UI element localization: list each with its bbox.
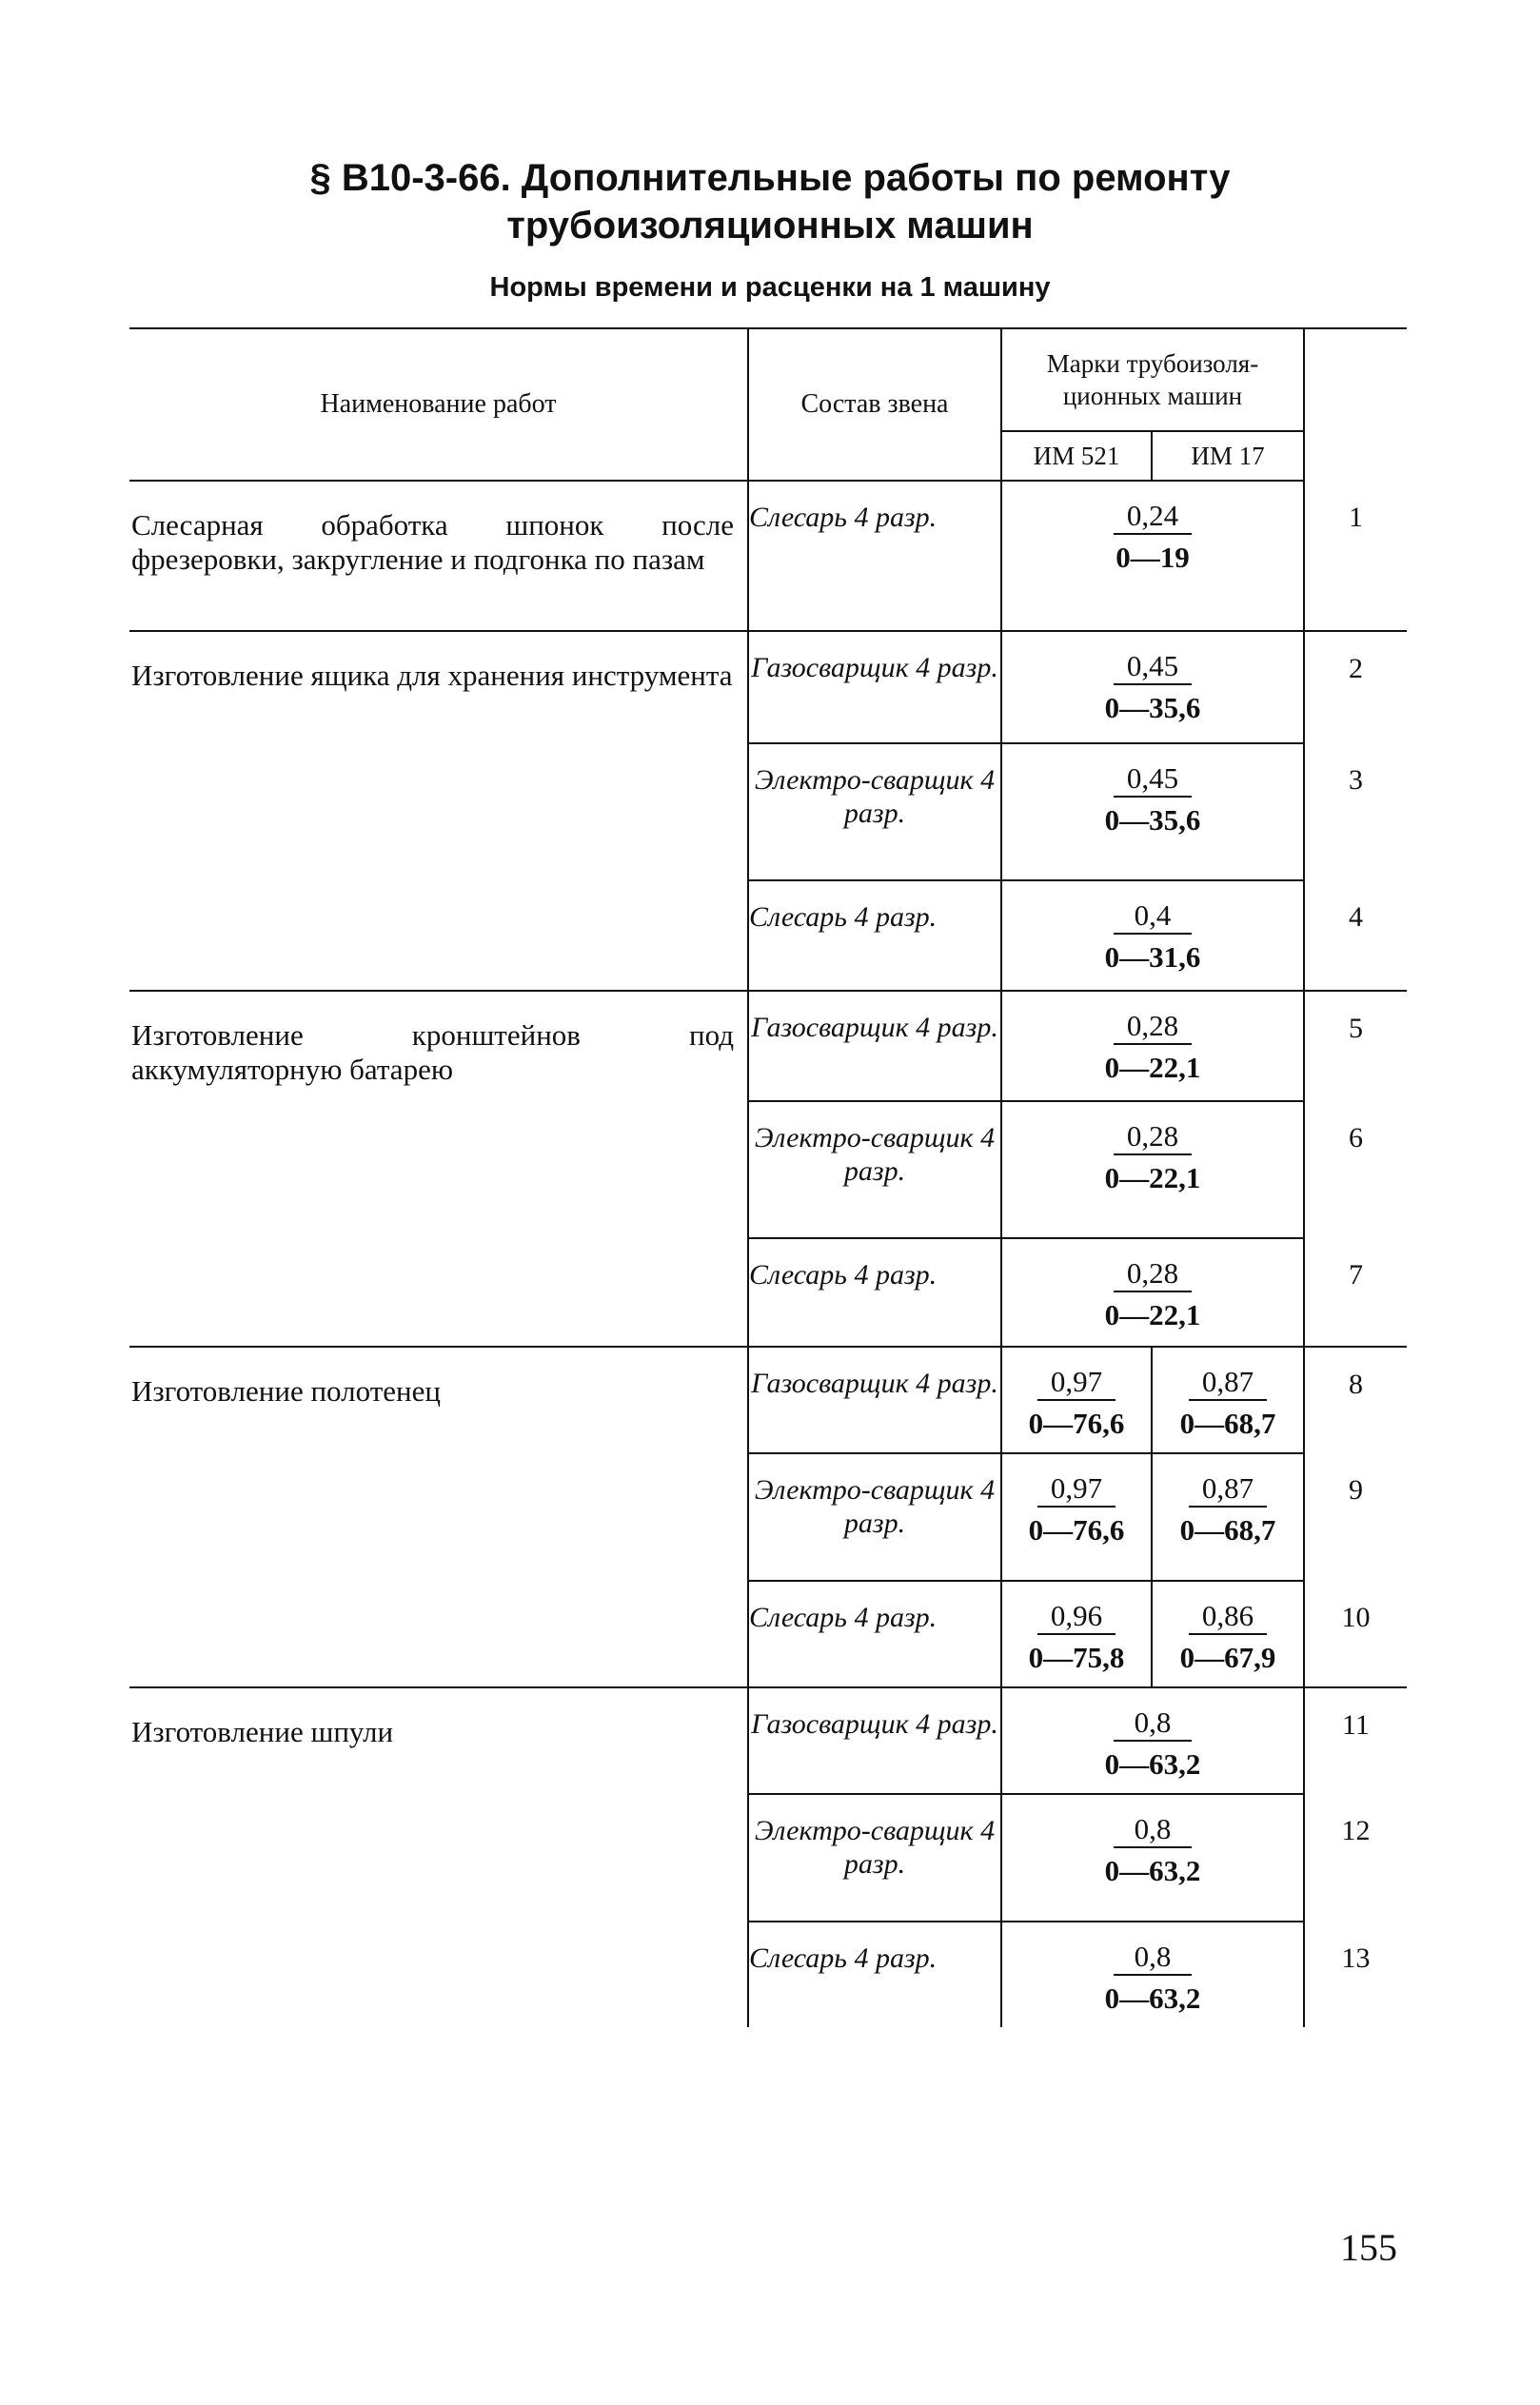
norm-rate-fraction: [1029, 1599, 1125, 1677]
norm-value: 0,8: [1114, 1812, 1192, 1848]
norm-cell-im521: [1001, 1453, 1152, 1581]
norm-value: 0,97: [1037, 1365, 1116, 1401]
norm-cell: [1001, 1794, 1304, 1922]
norm-cell: [1001, 631, 1304, 743]
table-row: [129, 1687, 1407, 1794]
rate-value: 0—63,2: [1104, 1981, 1201, 2015]
rate-value: 0—75,8: [1028, 1641, 1125, 1674]
crew-cell: Электро-сварщик 4 разр.: [748, 1101, 1001, 1238]
norm-cell-im521: [1001, 1347, 1152, 1453]
rate-value: 0—63,2: [1104, 1854, 1201, 1887]
crew-cell: Слесарь 4 разр.: [748, 880, 1001, 991]
header-machines-label: Марки трубоизоля-ционных машин: [1046, 349, 1259, 410]
rate-value: 0—22,1: [1104, 1051, 1201, 1084]
rate-value: 0—68,7: [1179, 1407, 1276, 1440]
norm-cell: [1001, 481, 1304, 631]
norm-rate-fraction: [1180, 1471, 1276, 1549]
row-number: 1: [1304, 481, 1407, 631]
header-work-name: Наименование работ: [129, 328, 748, 481]
norm-rate-fraction: [1105, 1812, 1201, 1890]
norm-cell: [1001, 1687, 1304, 1794]
norm-cell-im17: [1152, 1347, 1304, 1453]
rate-value: 0—76,6: [1028, 1513, 1125, 1547]
row-number: 6: [1304, 1101, 1407, 1238]
header-machines: [1001, 328, 1304, 431]
crew-cell: Слесарь 4 разр.: [748, 1922, 1001, 2027]
norm-cell-im521: [1001, 1581, 1152, 1687]
row-number: 10: [1304, 1581, 1407, 1687]
crew-cell: Газосварщик 4 разр.: [748, 1687, 1001, 1794]
rate-value: 0—19: [1116, 541, 1190, 574]
norm-rate-fraction: [1029, 1471, 1125, 1549]
crew-cell: Электро-сварщик 4 разр.: [748, 743, 1001, 880]
page-number: 155: [1340, 2226, 1397, 2269]
row-number: 7: [1304, 1238, 1407, 1347]
row-number: 12: [1304, 1794, 1407, 1922]
norms-table: [129, 327, 1407, 2027]
norm-rate-fraction: [1114, 499, 1192, 577]
header-machine-im521: ИМ 521: [1001, 431, 1152, 481]
rate-value: 0—67,9: [1179, 1641, 1276, 1674]
row-number: 11: [1304, 1687, 1407, 1794]
norm-cell: [1001, 1922, 1304, 2027]
header-machine-im17: ИМ 17: [1152, 431, 1304, 481]
rate-value: 0—35,6: [1104, 691, 1201, 724]
row-number: 2: [1304, 631, 1407, 743]
norm-cell-im17: [1152, 1581, 1304, 1687]
norm-value: 0,86: [1189, 1599, 1267, 1635]
norm-value: 0,45: [1114, 761, 1192, 798]
norm-value: 0,97: [1037, 1471, 1116, 1508]
norm-rate-fraction: [1180, 1599, 1276, 1677]
rate-value: 0—35,6: [1104, 803, 1201, 837]
crew-cell: Газосварщик 4 разр.: [748, 1347, 1001, 1453]
table-row: [129, 481, 1407, 631]
norm-rate-fraction: [1105, 649, 1201, 727]
norm-cell: [1001, 743, 1304, 880]
crew-cell: Слесарь 4 разр.: [748, 481, 1001, 631]
table-row: [129, 631, 1407, 743]
norm-value: 0,24: [1114, 499, 1192, 535]
section-title-line-1: § В10-3-66. Дополнительные работы по ремонту: [309, 157, 1231, 199]
norm-rate-fraction: [1105, 1256, 1201, 1334]
crew-cell: Электро-сварщик 4 разр.: [748, 1794, 1001, 1922]
rate-value: 0—31,6: [1104, 940, 1201, 974]
norm-value: 0,8: [1114, 1940, 1192, 1976]
row-number: 5: [1304, 991, 1407, 1101]
norm-rate-fraction: [1105, 1119, 1201, 1197]
row-number: 3: [1304, 743, 1407, 880]
row-number: 9: [1304, 1453, 1407, 1581]
norm-value: 0,28: [1114, 1119, 1192, 1155]
norm-cell-im17: [1152, 1453, 1304, 1581]
norm-cell: [1001, 880, 1304, 991]
row-number: 8: [1304, 1347, 1407, 1453]
work-name-cell: Слесарная обработка шпонок после фрезеровки, закругление и подгонка по пазам: [129, 481, 748, 631]
work-name-cell: Изготовление кронштейнов под аккумуляторную батарею: [129, 991, 748, 1347]
norm-value: 0,28: [1114, 1256, 1192, 1292]
crew-cell: Газосварщик 4 разр.: [748, 631, 1001, 743]
crew-cell: Слесарь 4 разр.: [748, 1581, 1001, 1687]
norm-rate-fraction: [1105, 898, 1201, 976]
work-name-cell: Изготовление полотенец: [129, 1347, 748, 1687]
header-number-column: [1304, 328, 1407, 481]
row-number: 4: [1304, 880, 1407, 991]
norm-value: 0,8: [1114, 1705, 1192, 1742]
rate-value: 0—22,1: [1104, 1161, 1201, 1194]
norm-rate-fraction: [1105, 761, 1201, 839]
norm-rate-fraction: [1029, 1365, 1125, 1443]
header-crew: Состав звена: [748, 328, 1001, 481]
rate-value: 0—68,7: [1179, 1513, 1276, 1547]
norm-cell: [1001, 1101, 1304, 1238]
norm-value: 0,87: [1189, 1471, 1267, 1508]
norm-rate-fraction: [1105, 1705, 1201, 1784]
norm-value: 0,87: [1189, 1365, 1267, 1401]
table-row: [129, 991, 1407, 1101]
rate-value: 0—76,6: [1028, 1407, 1125, 1440]
work-name-cell: Изготовление ящика для хранения инструмента: [129, 631, 748, 991]
norm-cell: [1001, 991, 1304, 1101]
norm-value: 0,45: [1114, 649, 1192, 685]
crew-cell: Электро-сварщик 4 разр.: [748, 1453, 1001, 1581]
crew-cell: Газосварщик 4 разр.: [748, 991, 1001, 1101]
rate-value: 0—22,1: [1104, 1298, 1201, 1331]
norm-rate-fraction: [1105, 1009, 1201, 1087]
table-row: [129, 1347, 1407, 1453]
section-title: [0, 154, 1540, 249]
norm-rate-fraction: [1105, 1940, 1201, 2018]
row-number: 13: [1304, 1922, 1407, 2027]
section-title-line-2: трубоизоляционных машин: [506, 205, 1034, 246]
norm-rate-fraction: [1180, 1365, 1276, 1443]
table-subtitle: Нормы времени и расценки на 1 машину: [489, 272, 1051, 303]
table-header-row: [129, 328, 1407, 431]
crew-cell: Слесарь 4 разр.: [748, 1238, 1001, 1347]
work-name-cell: Изготовление шпули: [129, 1687, 748, 2027]
norm-cell: [1001, 1238, 1304, 1347]
rate-value: 0—63,2: [1104, 1747, 1201, 1781]
norm-value: 0,96: [1037, 1599, 1116, 1635]
norm-value: 0,28: [1114, 1009, 1192, 1045]
norm-value: 0,4: [1114, 898, 1192, 935]
